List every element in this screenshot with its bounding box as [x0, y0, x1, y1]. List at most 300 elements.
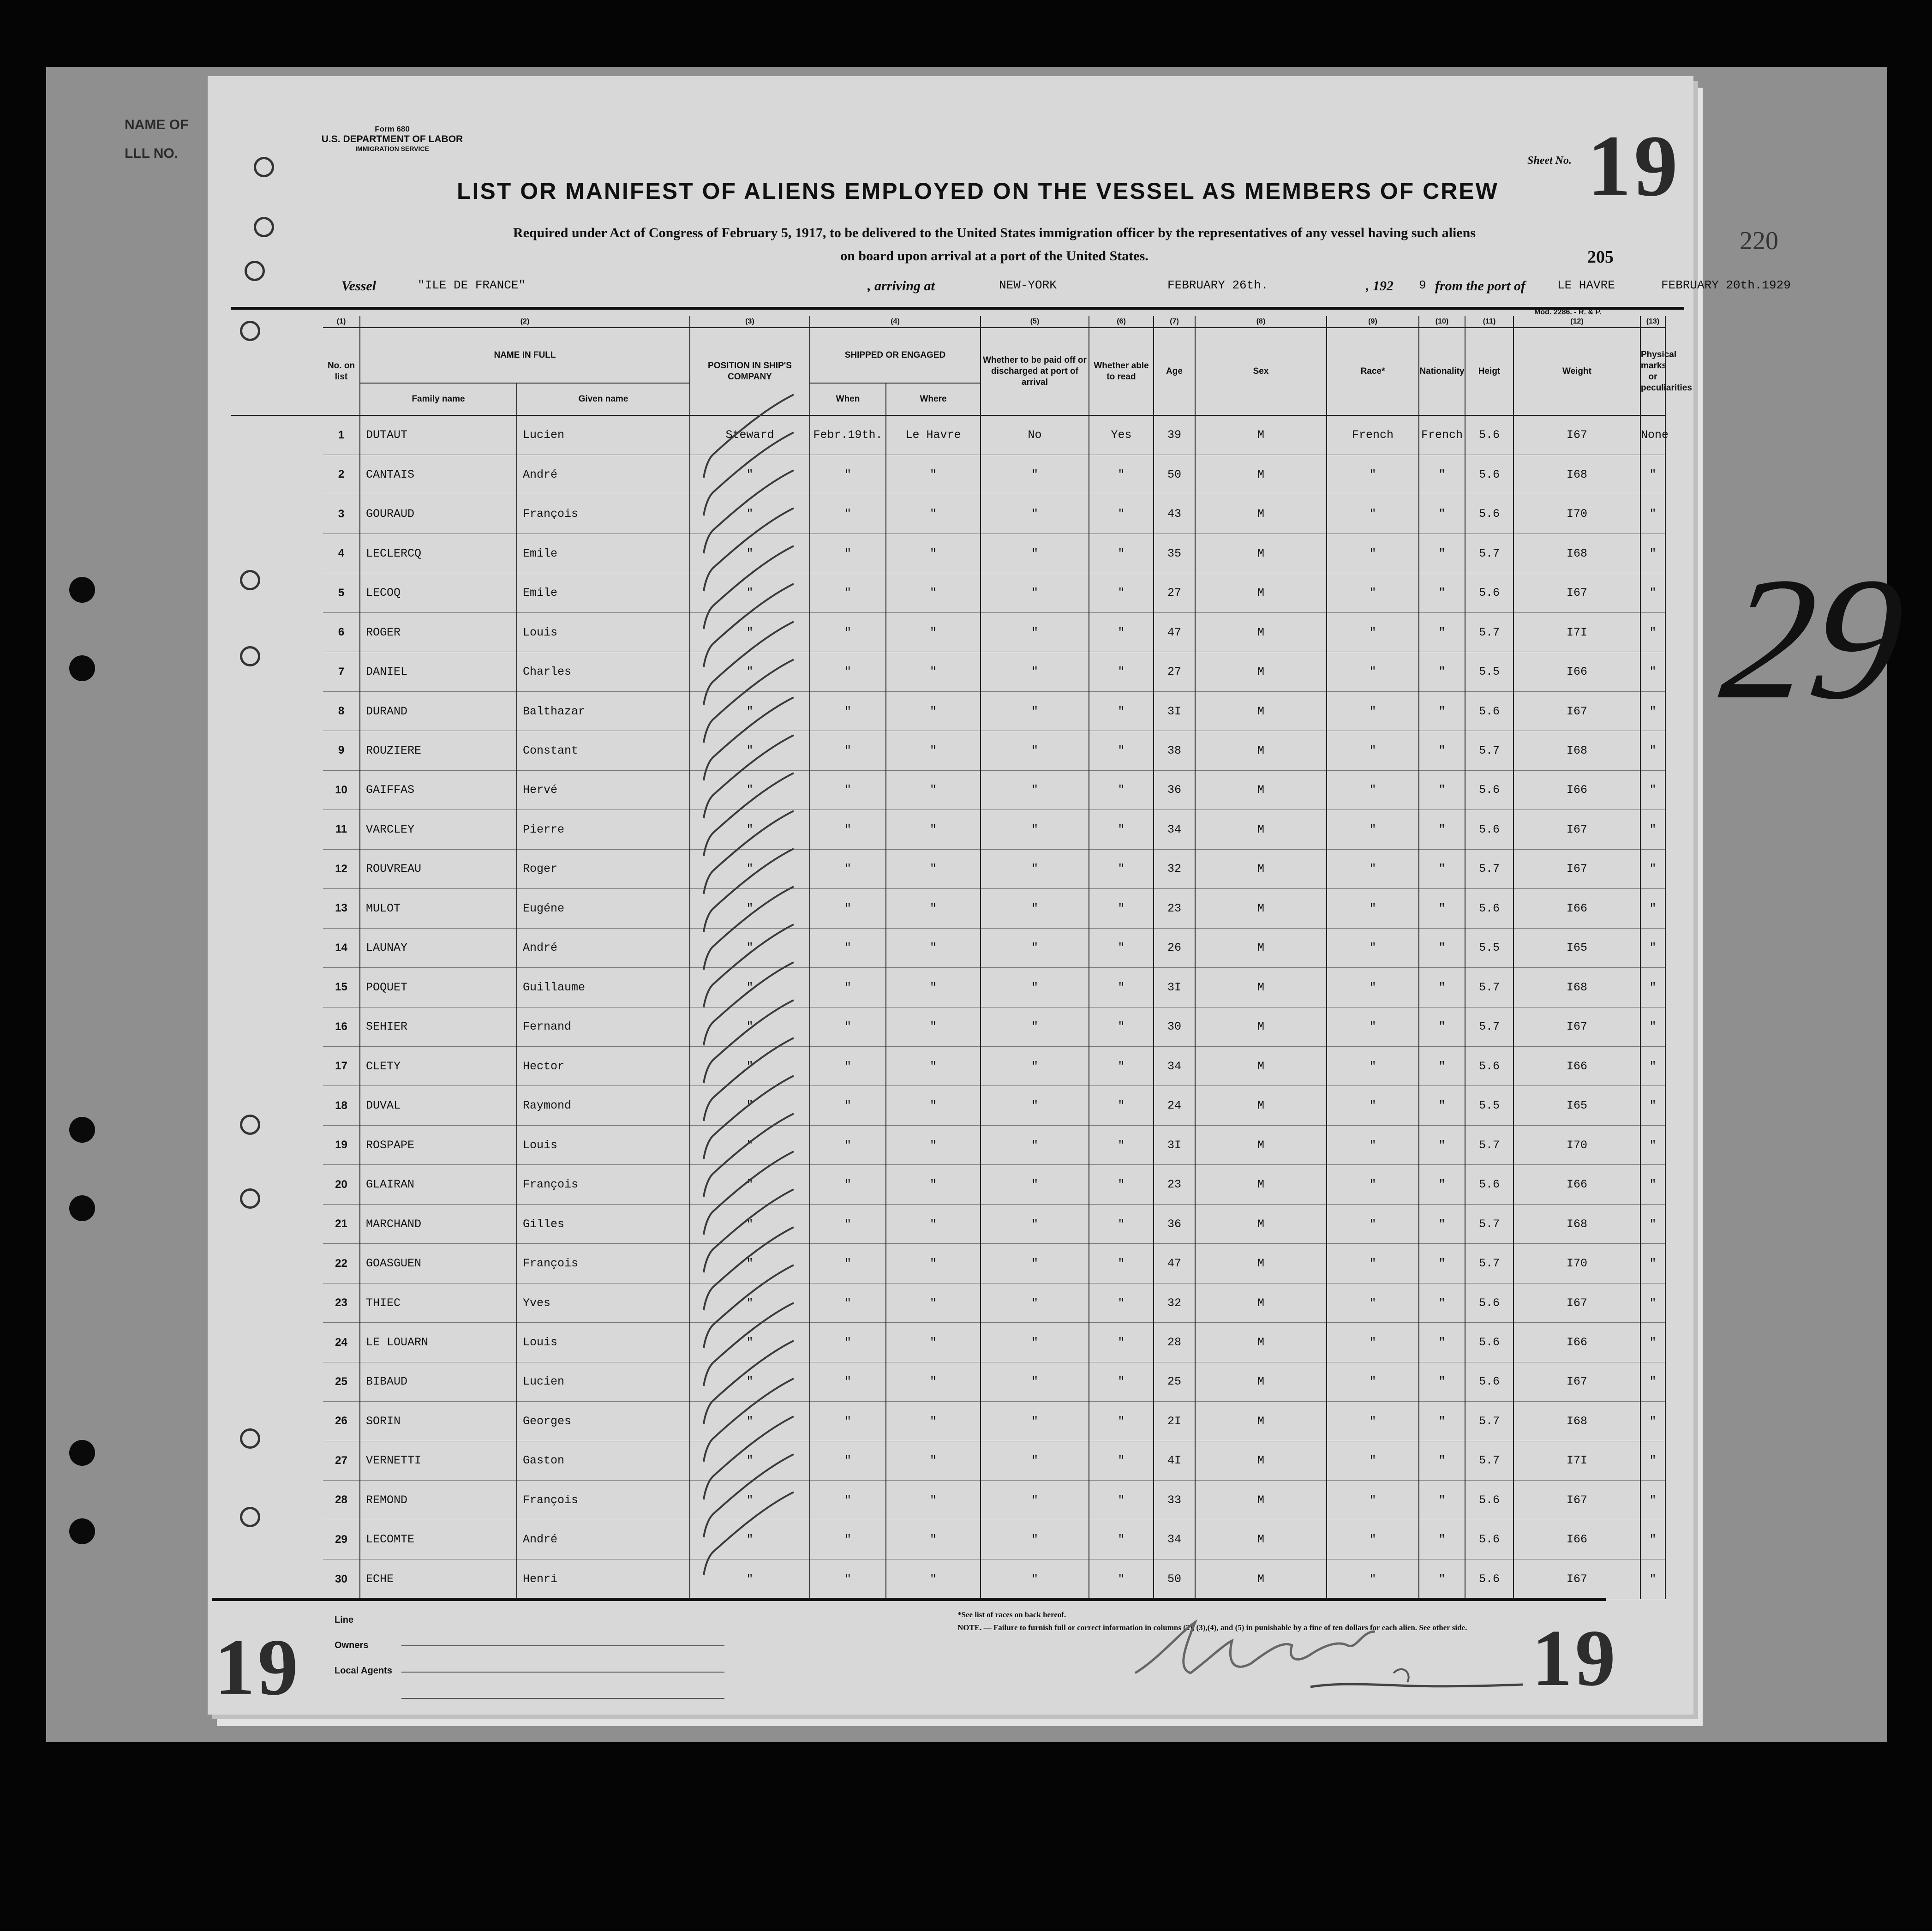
paid-off-cell: ": [981, 810, 1089, 849]
weight-cell: I7I: [1513, 612, 1640, 652]
given-name-cell: François: [517, 1481, 690, 1520]
shipped-where-cell: ": [886, 889, 981, 928]
paid-off-cell: ": [981, 1165, 1089, 1204]
able-to-read-cell: ": [1089, 1244, 1154, 1283]
shipped-when-cell: ": [810, 1559, 886, 1599]
paid-off-cell: ": [981, 849, 1089, 888]
age-cell: 35: [1154, 534, 1195, 573]
shipped-where-cell: ": [886, 849, 981, 888]
weight-cell: I68: [1513, 455, 1640, 494]
sex-cell: M: [1195, 1283, 1327, 1322]
able-to-read-cell: ": [1089, 1007, 1154, 1046]
shipped-where-cell: ": [886, 1165, 981, 1204]
row-number-cell: 25: [323, 1362, 360, 1401]
paid-off-cell: ": [981, 534, 1089, 573]
able-to-read-cell: ": [1089, 1165, 1154, 1204]
shipped-where-cell: ": [886, 1007, 981, 1046]
shipped-where-cell: ": [886, 1441, 981, 1480]
table-row: [231, 1047, 1665, 1086]
physical-marks-cell: ": [1640, 652, 1665, 691]
nationality-cell: ": [1419, 1520, 1465, 1559]
table-row: [231, 770, 1665, 810]
position-cell: ": [690, 1086, 810, 1125]
shipped-where-cell: ": [886, 1125, 981, 1164]
row-margin: [231, 1204, 323, 1243]
family-name-cell: LAUNAY: [360, 928, 517, 967]
shipped-when-cell: ": [810, 968, 886, 1007]
row-margin: [231, 1559, 323, 1599]
height-cell: 5.7: [1465, 1007, 1513, 1046]
able-to-read-cell: ": [1089, 968, 1154, 1007]
position-cell: ": [690, 573, 810, 612]
paid-off-cell: ": [981, 1283, 1089, 1322]
table-row: [231, 968, 1665, 1007]
table-row: [231, 889, 1665, 928]
height-cell: 5.5: [1465, 928, 1513, 967]
row-margin: [231, 889, 323, 928]
position-cell: ": [690, 1441, 810, 1480]
shipped-when-cell: ": [810, 1244, 886, 1283]
shipped-where-cell: ": [886, 1520, 981, 1559]
form-info: [305, 125, 480, 152]
age-cell: 33: [1154, 1481, 1195, 1520]
family-name-cell: ECHE: [360, 1559, 517, 1599]
physical-marks-cell: ": [1640, 1362, 1665, 1401]
table-row: [231, 1165, 1665, 1204]
header-physical-marks: Physical marks or peculiarities: [1640, 328, 1665, 415]
race-cell: ": [1327, 849, 1419, 888]
family-name-cell: MULOT: [360, 889, 517, 928]
shipped-when-cell: ": [810, 1441, 886, 1480]
position-cell: ": [690, 455, 810, 494]
row-margin: [231, 810, 323, 849]
physical-marks-cell: ": [1640, 1323, 1665, 1362]
sex-cell: M: [1195, 928, 1327, 967]
age-cell: 3I: [1154, 691, 1195, 731]
handwritten-number: 29: [1712, 541, 1915, 736]
row-margin: [231, 1283, 323, 1322]
position-cell: ": [690, 1362, 810, 1401]
height-cell: 5.7: [1465, 1125, 1513, 1164]
form-number: Form 680: [375, 125, 410, 133]
race-cell: ": [1327, 1402, 1419, 1441]
shipped-where-cell: ": [886, 1244, 981, 1283]
nationality-cell: ": [1419, 1402, 1465, 1441]
race-cell: ": [1327, 1520, 1419, 1559]
able-to-read-cell: ": [1089, 1283, 1154, 1322]
race-cell: ": [1327, 1244, 1419, 1283]
height-cell: 5.5: [1465, 652, 1513, 691]
shipped-when-cell: ": [810, 1204, 886, 1243]
nationality-cell: ": [1419, 1441, 1465, 1480]
nationality-cell: ": [1419, 691, 1465, 731]
given-name-cell: François: [517, 1244, 690, 1283]
sex-cell: M: [1195, 810, 1327, 849]
given-name-cell: Georges: [517, 1402, 690, 1441]
age-cell: 50: [1154, 1559, 1195, 1599]
table-row: [231, 1244, 1665, 1283]
shipped-where-cell: ": [886, 455, 981, 494]
shipped-when-cell: ": [810, 652, 886, 691]
weight-cell: I67: [1513, 415, 1640, 455]
able-to-read-cell: ": [1089, 889, 1154, 928]
able-to-read-cell: ": [1089, 494, 1154, 534]
nationality-cell: ": [1419, 1481, 1465, 1520]
family-name-cell: DURAND: [360, 691, 517, 731]
height-cell: 5.7: [1465, 849, 1513, 888]
shipped-where-cell: ": [886, 573, 981, 612]
age-cell: 36: [1154, 770, 1195, 810]
race-cell: ": [1327, 455, 1419, 494]
given-name-cell: Balthazar: [517, 691, 690, 731]
race-cell: ": [1327, 652, 1419, 691]
given-name-cell: Eugéne: [517, 889, 690, 928]
paid-off-cell: ": [981, 612, 1089, 652]
owners-label: Owners: [335, 1640, 369, 1650]
form-code: Mod. 2286. - R. & P.: [1534, 308, 1602, 316]
nationality-cell: ": [1419, 494, 1465, 534]
race-cell: ": [1327, 1204, 1419, 1243]
paid-off-cell: ": [981, 494, 1089, 534]
row-number-cell: 10: [323, 770, 360, 810]
age-cell: 24: [1154, 1086, 1195, 1125]
given-name-cell: Lucien: [517, 1362, 690, 1401]
able-to-read-cell: ": [1089, 928, 1154, 967]
able-to-read-cell: ": [1089, 810, 1154, 849]
weight-cell: I66: [1513, 770, 1640, 810]
sex-cell: M: [1195, 1323, 1327, 1362]
header-name-in-full: NAME IN FULL: [360, 328, 690, 383]
family-name-cell: LECOMTE: [360, 1520, 517, 1559]
shipped-where-cell: ": [886, 1047, 981, 1086]
position-cell: ": [690, 652, 810, 691]
paid-off-cell: ": [981, 573, 1089, 612]
nationality-cell: ": [1419, 652, 1465, 691]
able-to-read-cell: ": [1089, 1086, 1154, 1125]
sex-cell: M: [1195, 889, 1327, 928]
position-cell: ": [690, 770, 810, 810]
row-number-cell: 29: [323, 1520, 360, 1559]
col-number: (6): [1089, 316, 1154, 328]
shipped-when-cell: ": [810, 494, 886, 534]
shipped-where-cell: ": [886, 494, 981, 534]
family-name-cell: GLAIRAN: [360, 1165, 517, 1204]
sex-cell: M: [1195, 1086, 1327, 1125]
weight-cell: I65: [1513, 928, 1640, 967]
row-margin: [231, 1520, 323, 1559]
row-margin: [231, 494, 323, 534]
physical-marks-cell: ": [1640, 928, 1665, 967]
row-margin: [231, 1086, 323, 1125]
shipped-where-cell: ": [886, 968, 981, 1007]
shipped-where-cell: ": [886, 1283, 981, 1322]
sex-cell: M: [1195, 573, 1327, 612]
family-name-cell: ROUZIERE: [360, 731, 517, 770]
shipped-when-cell: ": [810, 1402, 886, 1441]
height-cell: 5.7: [1465, 534, 1513, 573]
table-row: [231, 534, 1665, 573]
age-cell: 38: [1154, 731, 1195, 770]
nationality-cell: ": [1419, 455, 1465, 494]
given-name-cell: Guillaume: [517, 968, 690, 1007]
nationality-cell: ": [1419, 1244, 1465, 1283]
height-cell: 5.6: [1465, 691, 1513, 731]
header-paid-off: Whether to be paid off or discharged at port of arrival: [981, 328, 1089, 415]
physical-marks-cell: ": [1640, 1165, 1665, 1204]
penalty-note: NOTE. — Failure to furnish full or correct information in columns (2), (3),(4), and (5) in punishable by a fine of ten dollars for each alien. See other side.: [957, 1623, 1467, 1632]
header-given-name: Given name: [517, 383, 690, 415]
vessel-label: Vessel: [341, 278, 376, 294]
binder-hole: [69, 655, 95, 681]
race-cell: ": [1327, 612, 1419, 652]
weight-cell: I66: [1513, 652, 1640, 691]
table-row: [231, 652, 1665, 691]
row-number-cell: 13: [323, 889, 360, 928]
arriving-label: , arriving at: [867, 278, 935, 294]
year-digit: 9: [1419, 278, 1426, 292]
row-margin: [231, 573, 323, 612]
height-cell: 5.6: [1465, 1559, 1513, 1599]
position-cell: ": [690, 1402, 810, 1441]
race-cell: ": [1327, 1283, 1419, 1322]
row-number-cell: 24: [323, 1323, 360, 1362]
race-cell: ": [1327, 731, 1419, 770]
weight-cell: I68: [1513, 1204, 1640, 1243]
shipped-when-cell: ": [810, 1007, 886, 1046]
paid-off-cell: No: [981, 415, 1089, 455]
given-name-cell: Fernand: [517, 1007, 690, 1046]
shipped-when-cell: ": [810, 810, 886, 849]
sheet-number-label: Sheet No.: [1527, 155, 1572, 167]
paid-off-cell: ": [981, 691, 1089, 731]
shipped-when-cell: ": [810, 1125, 886, 1164]
nationality-cell: ": [1419, 573, 1465, 612]
position-cell: ": [690, 1007, 810, 1046]
row-margin: [231, 1047, 323, 1086]
age-cell: 27: [1154, 573, 1195, 612]
race-cell: ": [1327, 1559, 1419, 1599]
shipped-when-cell: ": [810, 849, 886, 888]
agents-fill: [401, 1673, 724, 1699]
table-row: [231, 810, 1665, 849]
shipped-when-cell: ": [810, 1086, 886, 1125]
physical-marks-cell: ": [1640, 691, 1665, 731]
given-name-cell: François: [517, 1165, 690, 1204]
height-cell: 5.7: [1465, 1244, 1513, 1283]
given-name-cell: Lucien: [517, 415, 690, 455]
nationality-cell: ": [1419, 889, 1465, 928]
nationality-cell: ": [1419, 1007, 1465, 1046]
height-cell: 5.6: [1465, 1047, 1513, 1086]
family-name-cell: ROGER: [360, 612, 517, 652]
height-cell: 5.6: [1465, 573, 1513, 612]
col-number: (1): [323, 316, 360, 328]
position-cell: ": [690, 1204, 810, 1243]
able-to-read-cell: ": [1089, 573, 1154, 612]
owners-fill: [401, 1646, 724, 1673]
race-cell: ": [1327, 1125, 1419, 1164]
able-to-read-cell: Yes: [1089, 415, 1154, 455]
shipped-where-cell: Le Havre: [886, 415, 981, 455]
position-cell: ": [690, 1520, 810, 1559]
shipped-when-cell: ": [810, 928, 886, 967]
row-number-cell: 3: [323, 494, 360, 534]
family-name-cell: MARCHAND: [360, 1204, 517, 1243]
family-name-cell: CLETY: [360, 1047, 517, 1086]
table-row: [231, 494, 1665, 534]
weight-cell: I68: [1513, 731, 1640, 770]
nationality-cell: ": [1419, 1047, 1465, 1086]
nationality-cell: ": [1419, 810, 1465, 849]
table-row: [231, 1520, 1665, 1559]
stamp-number: 205: [1587, 247, 1614, 267]
sex-cell: M: [1195, 731, 1327, 770]
race-cell: ": [1327, 968, 1419, 1007]
signature: [1117, 1604, 1532, 1696]
header-no-on-list: No. on list: [323, 328, 360, 415]
paid-off-cell: ": [981, 652, 1089, 691]
given-name-cell: Roger: [517, 849, 690, 888]
physical-marks-cell: ": [1640, 1244, 1665, 1283]
paid-off-cell: ": [981, 770, 1089, 810]
paid-off-cell: ": [981, 928, 1089, 967]
table-row: [231, 1283, 1665, 1322]
position-cell: ": [690, 1283, 810, 1322]
paid-off-cell: ": [981, 1125, 1089, 1164]
physical-marks-cell: ": [1640, 612, 1665, 652]
sex-cell: M: [1195, 1441, 1327, 1480]
age-cell: 2I: [1154, 1402, 1195, 1441]
race-cell: ": [1327, 889, 1419, 928]
race-cell: ": [1327, 1362, 1419, 1401]
arrival-date: FEBRUARY 26th.: [1167, 278, 1268, 292]
age-cell: 3I: [1154, 968, 1195, 1007]
binder-hole: [69, 1440, 95, 1466]
weight-cell: I68: [1513, 534, 1640, 573]
weight-cell: I67: [1513, 1283, 1640, 1322]
race-cell: French: [1327, 415, 1419, 455]
table-row: [231, 1481, 1665, 1520]
shipped-when-cell: ": [810, 770, 886, 810]
header-age: Age: [1154, 328, 1195, 415]
nationality-cell: ": [1419, 1086, 1465, 1125]
shipped-where-cell: ": [886, 1402, 981, 1441]
physical-marks-cell: ": [1640, 573, 1665, 612]
position-cell: ": [690, 1125, 810, 1164]
table-row: [231, 1402, 1665, 1441]
height-cell: 5.6: [1465, 1362, 1513, 1401]
nationality-cell: ": [1419, 770, 1465, 810]
able-to-read-cell: ": [1089, 534, 1154, 573]
weight-cell: I66: [1513, 1047, 1640, 1086]
age-cell: 28: [1154, 1323, 1195, 1362]
given-name-cell: Charles: [517, 652, 690, 691]
height-cell: 5.6: [1465, 1481, 1513, 1520]
col-number: (7): [1154, 316, 1195, 328]
race-cell: ": [1327, 770, 1419, 810]
family-name-cell: SEHIER: [360, 1007, 517, 1046]
family-name-cell: DUTAUT: [360, 415, 517, 455]
header-height: Heigt: [1465, 328, 1513, 415]
sex-cell: M: [1195, 770, 1327, 810]
weight-cell: I67: [1513, 1362, 1640, 1401]
footer-labels: [335, 1607, 392, 1684]
punch-hole: [254, 157, 274, 177]
given-name-cell: Hervé: [517, 770, 690, 810]
weight-cell: I67: [1513, 573, 1640, 612]
able-to-read-cell: ": [1089, 652, 1154, 691]
crew-manifest-table: [231, 316, 1692, 1599]
weight-cell: I66: [1513, 1323, 1640, 1362]
header-rule: [231, 307, 1684, 310]
age-cell: 47: [1154, 1244, 1195, 1283]
weight-cell: I67: [1513, 810, 1640, 849]
age-cell: 43: [1154, 494, 1195, 534]
given-name-cell: André: [517, 1520, 690, 1559]
family-name-cell: THIEC: [360, 1283, 517, 1322]
age-cell: 23: [1154, 1165, 1195, 1204]
weight-cell: I68: [1513, 968, 1640, 1007]
age-cell: 39: [1154, 415, 1195, 455]
departure-date: FEBRUARY 20th.1929: [1661, 278, 1791, 292]
physical-marks-cell: ": [1640, 1520, 1665, 1559]
sex-cell: M: [1195, 1481, 1327, 1520]
row-number-cell: 19: [323, 1125, 360, 1164]
given-name-cell: Emile: [517, 573, 690, 612]
height-cell: 5.7: [1465, 731, 1513, 770]
races-note: *See list of races on back hereof.: [957, 1610, 1066, 1619]
race-cell: ": [1327, 494, 1419, 534]
shipped-when-cell: ": [810, 612, 886, 652]
position-cell: ": [690, 1244, 810, 1283]
row-number-cell: 15: [323, 968, 360, 1007]
able-to-read-cell: ": [1089, 731, 1154, 770]
subtitle-line: on board upon arrival at a port of the United States.: [840, 248, 1148, 264]
height-cell: 5.6: [1465, 455, 1513, 494]
row-margin: [231, 415, 323, 455]
family-name-cell: BIBAUD: [360, 1362, 517, 1401]
race-cell: ": [1327, 1047, 1419, 1086]
physical-marks-cell: ": [1640, 889, 1665, 928]
row-margin: [231, 1125, 323, 1164]
nationality-cell: French: [1419, 415, 1465, 455]
age-cell: 34: [1154, 1520, 1195, 1559]
height-cell: 5.6: [1465, 1283, 1513, 1322]
shipped-when-cell: ": [810, 1362, 886, 1401]
height-cell: 5.7: [1465, 1204, 1513, 1243]
table-row: [231, 1362, 1665, 1401]
shipped-where-cell: ": [886, 534, 981, 573]
physical-marks-cell: ": [1640, 1086, 1665, 1125]
sheet-number-stamp: 19: [1587, 118, 1681, 215]
weight-cell: I70: [1513, 1244, 1640, 1283]
subtitle-line: Required under Act of Congress of February 5, 1917, to be delivered to the United States immigration officer by the representatives of any vessel having such aliens: [513, 225, 1476, 240]
able-to-read-cell: ": [1089, 1481, 1154, 1520]
physical-marks-cell: ": [1640, 1047, 1665, 1086]
service-name: IMMIGRATION SERVICE: [355, 145, 429, 152]
position-cell: ": [690, 1323, 810, 1362]
age-cell: 30: [1154, 1007, 1195, 1046]
weight-cell: I7I: [1513, 1441, 1640, 1480]
height-cell: 5.6: [1465, 770, 1513, 810]
nationality-cell: ": [1419, 1323, 1465, 1362]
table-row: [231, 1086, 1665, 1125]
age-cell: 4I: [1154, 1441, 1195, 1480]
shipped-where-cell: ": [886, 1086, 981, 1125]
physical-marks-cell: ": [1640, 534, 1665, 573]
position-cell: ": [690, 889, 810, 928]
able-to-read-cell: ": [1089, 691, 1154, 731]
